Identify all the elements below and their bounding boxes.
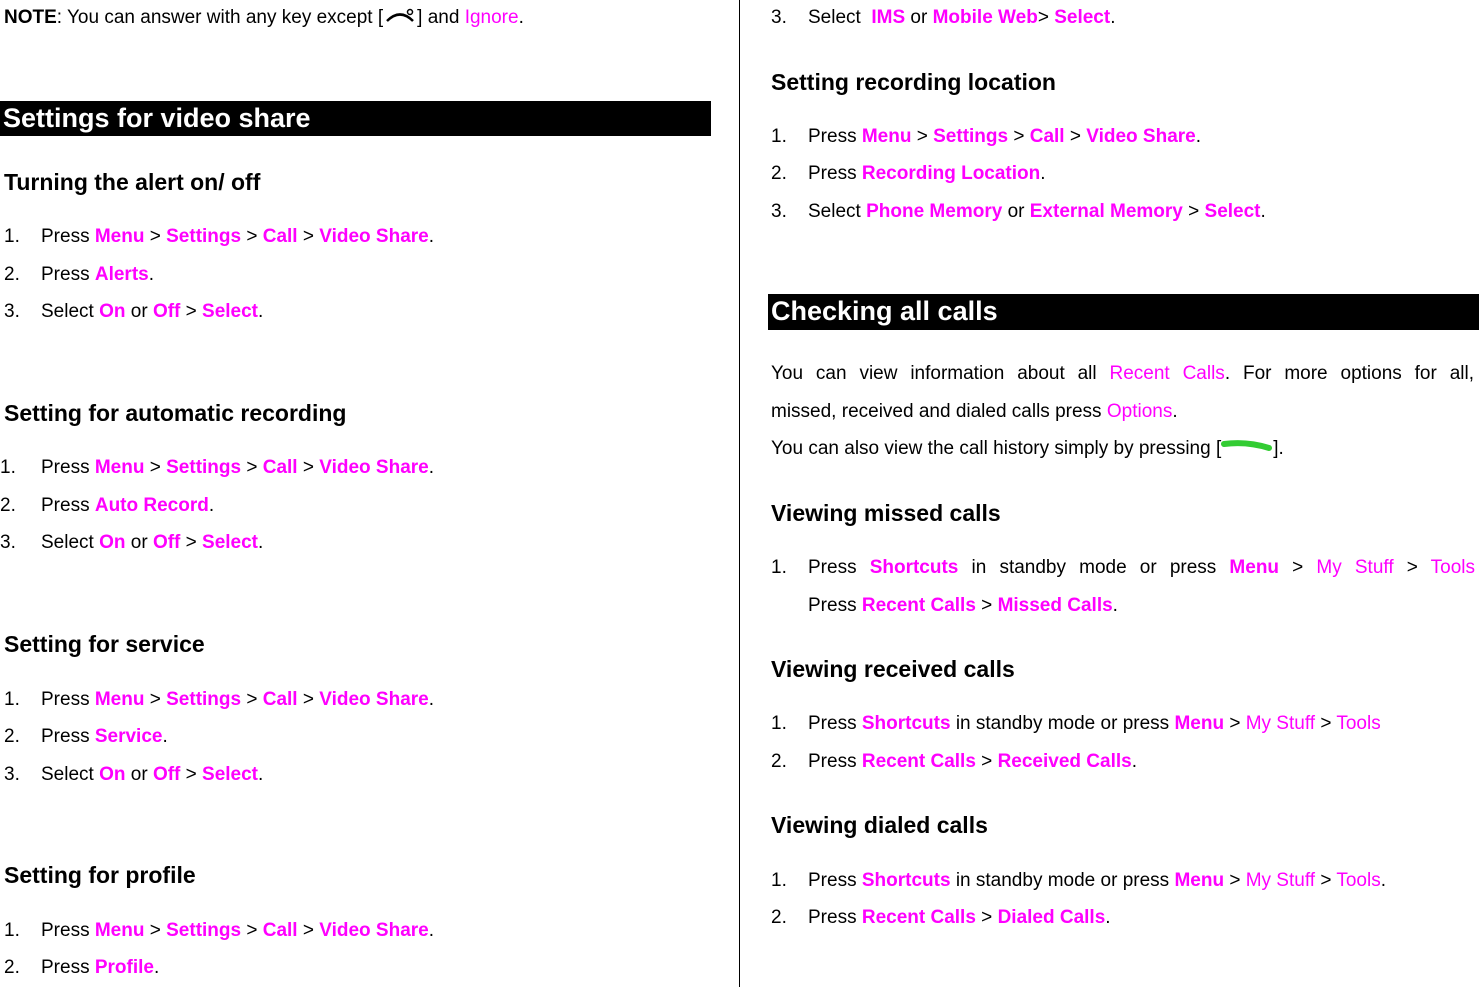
heading-auto-recording: Setting for automatic recording	[4, 400, 347, 426]
step-number: 2.	[771, 907, 787, 928]
step-number: 2.	[771, 163, 787, 184]
step-text: Press Auto Record.	[41, 495, 215, 516]
step-text: Select On or Off > Select.	[41, 532, 264, 553]
step-number: 2.	[4, 957, 20, 978]
step-number: 2.	[771, 751, 787, 772]
step-number: 2.	[0, 495, 16, 516]
section-bar-checking-calls: Checking all calls	[768, 294, 1479, 330]
heading-profile: Setting for profile	[4, 862, 196, 888]
heading-service: Setting for service	[4, 631, 205, 657]
step-number: 1.	[4, 920, 20, 941]
heading-dialed-calls: Viewing dialed calls	[771, 812, 988, 838]
step-text: Press Shortcuts in standby mode or press Menu > My Stuff > Tools	[808, 713, 1381, 734]
step-text: Press Recent Calls > Received Calls.	[808, 751, 1137, 772]
step-number: 1.	[0, 457, 16, 478]
step-text: Press Shortcuts in standby mode or press Menu > My Stuff > Tools	[808, 557, 1475, 578]
note-line: NOTE: You can answer with any key except [ ] and Ignore.	[4, 7, 524, 28]
step-text: Press Service.	[41, 726, 168, 747]
step-number: 1.	[4, 689, 20, 710]
step-text: Press Menu > Settings > Call > Video Share.	[41, 689, 435, 710]
step-number: 1.	[771, 870, 787, 891]
note-label: NOTE	[4, 7, 57, 28]
send-key-icon	[1221, 439, 1273, 453]
step-text: Press Menu > Settings > Call > Video Share.	[808, 126, 1202, 147]
step-text: Select On or Off > Select.	[41, 764, 264, 785]
step-number: 1.	[771, 126, 787, 147]
step-text: Select Phone Memory or External Memory > Select.	[808, 201, 1266, 222]
step-text: Press Menu > Settings > Call > Video Share.	[41, 457, 435, 478]
phone-end-icon	[383, 6, 417, 26]
step-number: 3.	[771, 201, 787, 222]
ignore-key: Ignore	[464, 7, 519, 28]
intro-line-1: You can view information about all Recent Calls. For more options for all,	[771, 363, 1474, 384]
step-number: 3.	[771, 7, 787, 28]
heading-missed-calls: Viewing missed calls	[771, 500, 1001, 526]
step-text: Select IMS or Mobile Web> Select.	[808, 7, 1116, 28]
step-text: Select On or Off > Select.	[41, 301, 264, 322]
step-number: 3.	[4, 301, 20, 322]
step-text: Press Alerts.	[41, 264, 154, 285]
step-number: 1.	[4, 226, 20, 247]
step-number: 1.	[771, 557, 787, 578]
intro-line-3: You can also view the call history simply by pressing [ ].	[771, 438, 1284, 459]
step-number: 3.	[0, 532, 16, 553]
step-text: Press Recent Calls > Missed Calls.	[808, 595, 1118, 616]
step-text: Press Menu > Settings > Call > Video Share.	[41, 920, 435, 941]
step-text: Press Menu > Settings > Call > Video Share.	[41, 226, 435, 247]
step-text: Press Shortcuts in standby mode or press Menu > My Stuff > Tools.	[808, 870, 1386, 891]
step-number: 1.	[771, 713, 787, 734]
heading-alert: Turning the alert on/ off	[4, 169, 261, 195]
intro-line-2: missed, received and dialed calls press Options.	[771, 401, 1178, 422]
column-divider	[739, 0, 740, 987]
step-number: 2.	[4, 726, 20, 747]
step-text: Press Recording Location.	[808, 163, 1046, 184]
heading-received-calls: Viewing received calls	[771, 656, 1015, 682]
heading-recording-location: Setting recording location	[771, 69, 1056, 95]
step-number: 2.	[4, 264, 20, 285]
section-bar-video-share: Settings for video share	[0, 101, 711, 136]
step-number: 3.	[4, 764, 20, 785]
step-text: Press Recent Calls > Dialed Calls.	[808, 907, 1111, 928]
step-text: Press Profile.	[41, 957, 160, 978]
